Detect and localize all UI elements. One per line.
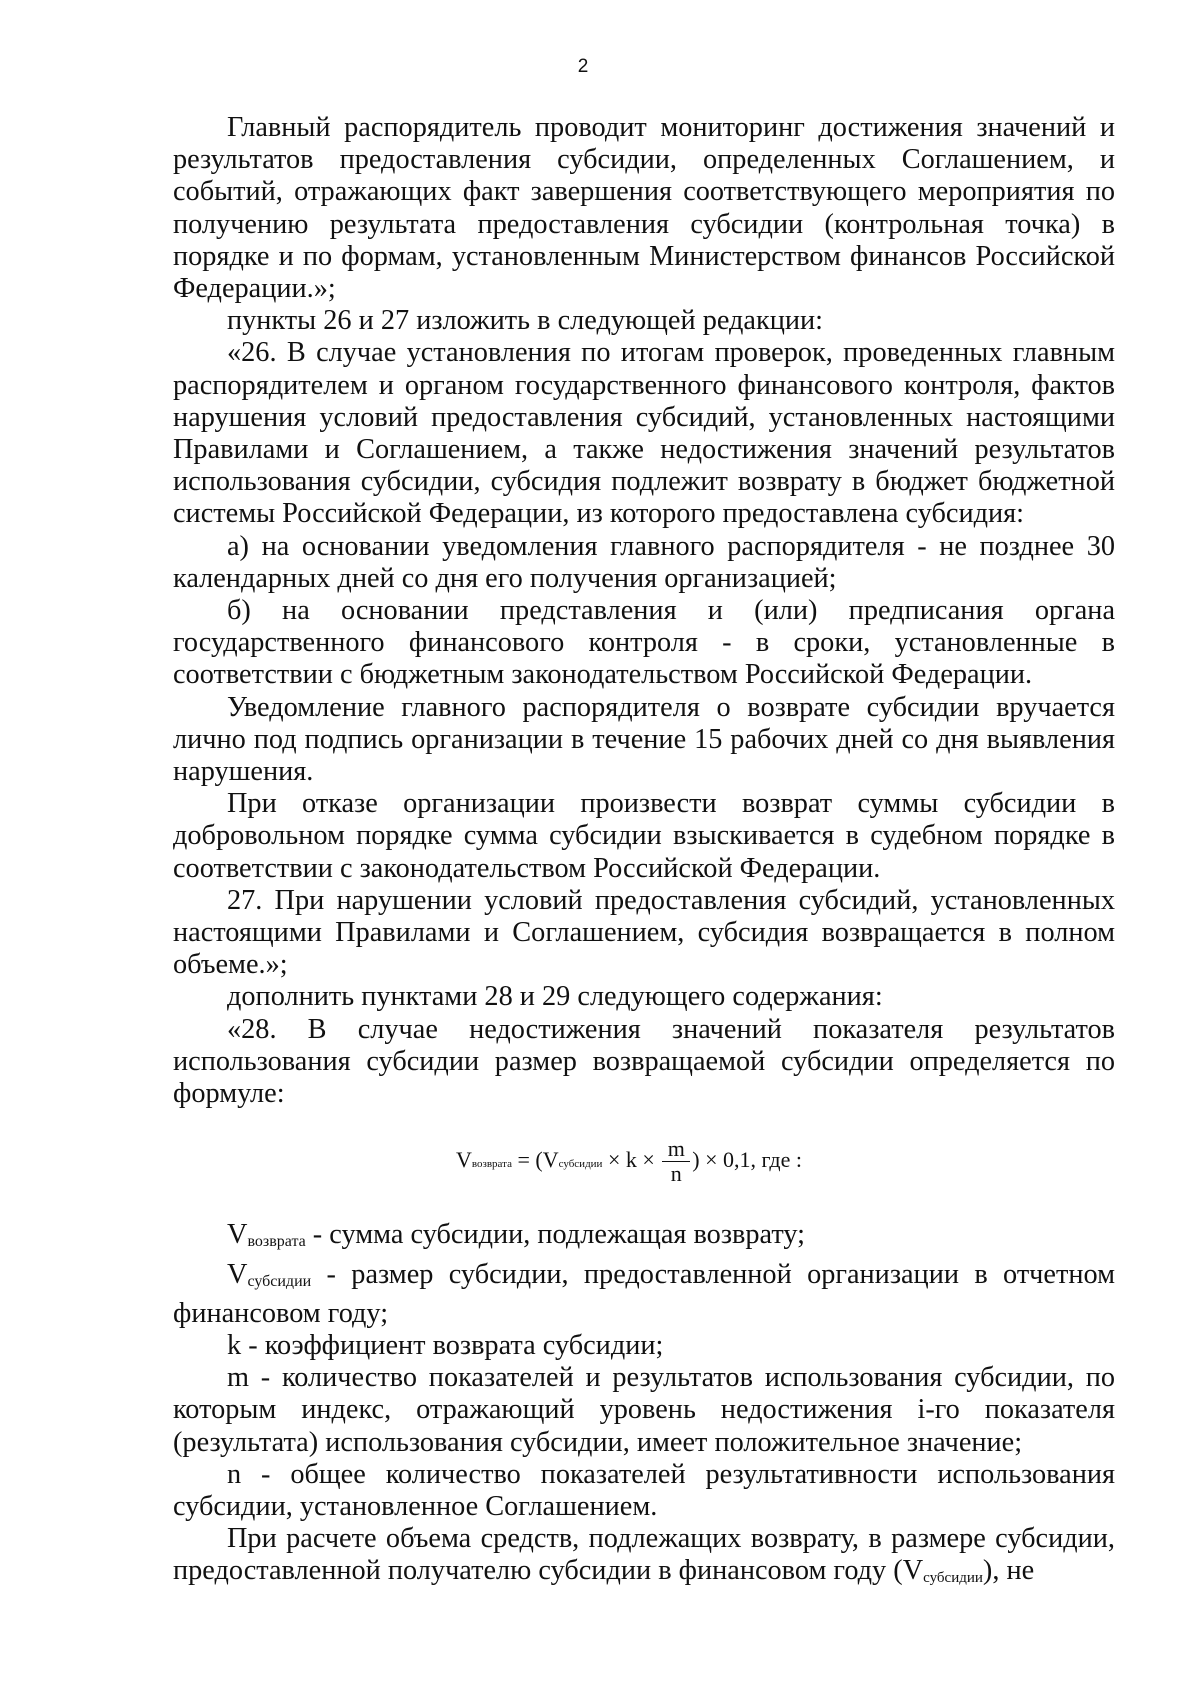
- return-formula: [456, 1138, 802, 1186]
- paragraph-item-28: «28. В случае недостижения значений показателя результатов использования субсидии размер возвращаемой субсидии определяется по формуле:: [173, 1013, 1115, 1110]
- paragraph-monitoring: Главный распорядитель проводит мониторинг достижения значений и результатов предоставления субсидии, определенных Соглашением, и событий, отражающих факт завершения соответствующего мероприятия по получению результата предоставления субсидии (контрольная точка) в порядке и по формам, установленным Министерством финансов Российской Федерации.»;: [173, 112, 1115, 305]
- page-number: 2: [577, 56, 589, 77]
- definition-m: m - количество показателей и результатов использования субсидии, по которым индекс, отражающий уровень недостижения i-го показателя (результата) использования субсидии, имеет положительное значение;: [173, 1362, 1115, 1458]
- calc-text: При расчете объема средств, подлежащих возврату, в размере субсидии, предоставленной получателю субсидии в финансовом году (: [173, 1523, 1115, 1587]
- def-v-return-text: - сумма субсидии, подлежащая возврату;: [305, 1219, 805, 1251]
- def-v-return-subscript: возврата: [247, 1233, 306, 1251]
- formula-times-k: × k ×: [602, 1147, 661, 1173]
- calc-tail: ), не: [982, 1555, 1035, 1587]
- fraction-numerator: m: [662, 1138, 690, 1162]
- formula-fraction: [662, 1138, 690, 1186]
- fraction-denominator: n: [670, 1161, 682, 1187]
- calc-v-symbol: V: [902, 1555, 924, 1587]
- formula-lhs-subscript: возврата: [471, 1158, 512, 1171]
- formula-rhs-subscript: субсидии: [558, 1158, 603, 1171]
- paragraph-item-26: «26. В случае установления по итогам проверок, проведенных главным распорядителем и органом государственного финансового контроля, фактов нарушения условий предоставления субсидий, установленных настоящими Правилами и Соглашением, а также недостижения значений результатов использования субсидии, субсидия подлежит возврату в бюджет бюджетной системы Российской Федерации, из которого предоставлена субсидия:: [173, 337, 1115, 530]
- paragraph-item-26-b: б) на основании представления и (или) предписания органа государственного финансового контроля - в сроки, установленные в соответствии с бюджетным законодательством Российской Федерации.: [173, 595, 1115, 691]
- def-v-return-symbol: V: [227, 1219, 248, 1251]
- paragraph-amend-26-27: пункты 26 и 27 изложить в следующей редакции:: [227, 305, 824, 337]
- document-body: [173, 112, 1115, 1595]
- calc-v-subscript: субсидии: [923, 1570, 983, 1587]
- paragraph-calculation: [173, 1523, 1115, 1594]
- definition-n: n - общее количество показателей результативности использования субсидии, установленное Соглашением.: [173, 1458, 1115, 1522]
- def-v-subsidy-text: - размер субсидии, предоставленной организации в отчетном финансовом году;: [173, 1258, 1115, 1329]
- formula-tail: ) × 0,1, где :: [692, 1147, 802, 1173]
- def-v-subsidy-subscript: субсидии: [247, 1272, 312, 1290]
- paragraph-amend-28-29: дополнить пунктами 28 и 29 следующего содержания:: [227, 981, 883, 1013]
- paragraph-notification: Уведомление главного распорядителя о возврате субсидии вручается лично под подпись организации в течение 15 рабочих дней со дня выявления нарушения.: [173, 691, 1115, 788]
- def-v-subsidy-symbol: V: [227, 1258, 248, 1290]
- definition-v-subsidy: [173, 1259, 1115, 1330]
- formula-lhs-symbol: V: [456, 1147, 472, 1173]
- definition-v-return: [173, 1219, 1115, 1258]
- formula-block: [173, 1126, 1115, 1206]
- paragraph-item-27: 27. При нарушении условий предоставления субсидий, установленных настоящими Правилами и Соглашением, субсидия возвращается в полном объеме.»;: [173, 884, 1115, 981]
- paragraph-refusal: При отказе организации произвести возврат суммы субсидии в добровольном порядке сумма субсидии взыскивается в судебном порядке в соответствии с законодательством Российской Федерации.: [173, 788, 1115, 884]
- paragraph-item-26-a: а) на основании уведомления главного распорядителя - не позднее 30 календарных дней со дня его получения организацией;: [173, 530, 1115, 594]
- definition-k: k - коэффициент возврата субсидии;: [227, 1329, 664, 1361]
- formula-equals-open: = (V: [511, 1147, 559, 1173]
